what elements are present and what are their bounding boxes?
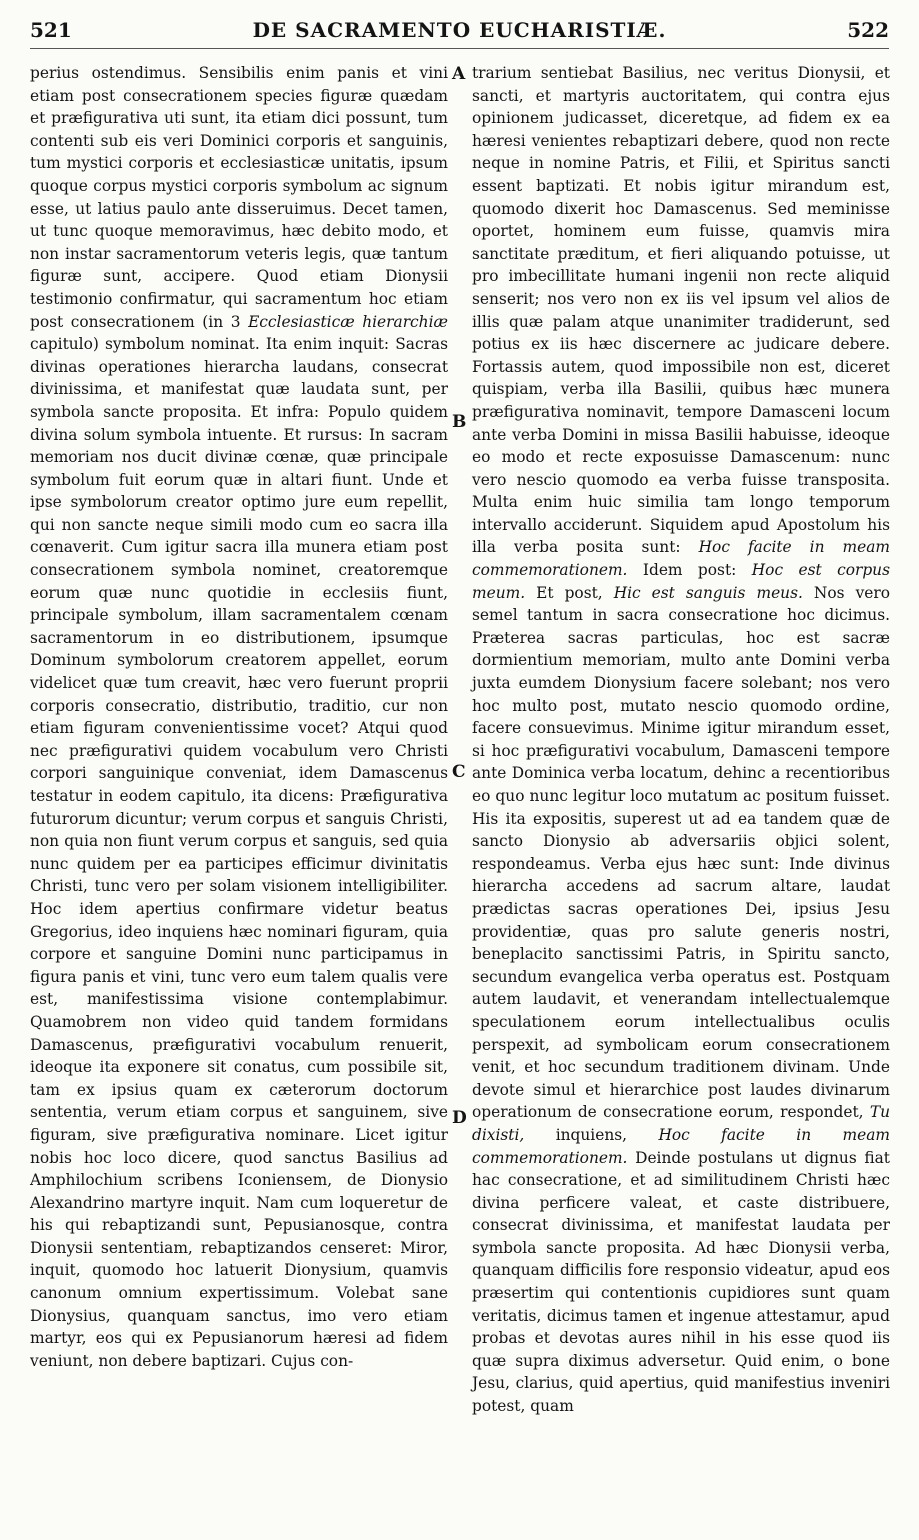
left-column-text <box>30 62 448 1372</box>
margin-marker-b: B <box>452 412 467 432</box>
right-text-italic-5: Hoc facite in meam commemorationem. <box>472 1125 890 1167</box>
right-text-italic-2: Hoc est corpus meum. <box>472 561 890 602</box>
running-title: DE SACRAMENTO EUCHARISTIÆ. <box>252 18 667 42</box>
running-header <box>30 12 889 49</box>
right-column <box>472 62 890 1418</box>
margin-marker-a: A <box>452 64 466 84</box>
margin-marker-d: D <box>452 1108 467 1128</box>
right-text-italic-1: Hoc facite in meam commemorationem. <box>472 538 891 580</box>
right-text-part-5: inquiens, <box>524 1125 659 1144</box>
left-text-italic: Ecclesiasticæ hierarchiæ <box>248 312 448 331</box>
right-text-italic-4: Tu dixisti, <box>472 1103 890 1144</box>
right-text-italic-3: Hic est sanguis meus. <box>613 583 803 602</box>
right-column-text <box>472 62 890 1418</box>
page-number-right: 522 <box>847 18 889 42</box>
right-text-part-6: Deinde postulans ut dignus fiat hac consecratione, et ad similitudinem Christi hæc divina perficere valeat, et caste distribuere, consecrat divinissima, et manifestat laudata per symbola sancte proposita. Ad hæc Dionysii verba, quanquam difficilis fore responsio videatur, apud eos præsertim qui contentionis cupidiores sunt quam veritatis, dicimus tamen et ingenue attestamur, apud probas et devotas aures nihil in his esse quod iis quæ supra diximus adversetur. Quid enim, o bone Jesu, clarius, quid apertius, quid manifestius inveniri potest, quam <box>472 1148 890 1416</box>
right-text-part-1: trarium sentiebat Basilius, nec veritus Dionysii, et sancti, et martyris auctoritatem, qui contra ejus opinionem judicasset, diceretque, ad fidem ex ea hæresi venientes rebaptizari debere, quod non recte neque in nomine Patris, et Filii, et Spiritus sancti essent baptizati. Et nobis igitur mirandum est, quomodo dixerit hoc Damascenus. Sed meminisse oportet, hominem eum fuisse, quamvis mira sanctitate præditum, et fieri aliquando potuisse, ut pro imbecillitate humani ingenii non recte aliquid senserit; nos vero non ex iis vel ipsum vel alios de illis quæ palam atque unanimiter tradiderunt, sed potius ex iis hæc discernere ac judicare debere. Fortassis autem, quod impossibile non est, diceret quispiam, verba illa Basilii, quibus hæc munera præfigurativa nominavit, tempore Damasceni locum ante verba Domini in missa Basilii habuisse, ideoque eo modo et recte exposuisse Damascenum: nunc vero nescio quomodo ea verba fuisse transposita. Multa enim huic similia tam longo temporum intervallo acciderunt. Siquidem apud Apostolum his illa verba posita sunt: <box>472 64 890 557</box>
left-text-part-1: perius ostendimus. Sensibilis enim panis et vini etiam post consecrationem species figuræ quædam et præfigurativa uti sunt, ita etiam dici possunt, tum contenti sub eis veri Dominici corporis et sanguinis, tum mystici corporis et ecclesiasticæ unitatis, ipsum quoque corpus mystici corporis symbolum ac signum esse, ut latius paulo ante disseruimus. Decet tamen, ut tunc quoque memoravimus, hæc debito modo, et non instar sacramentorum veteris legis, quæ tantum figuræ sunt, accipere. Quod etiam Dionysii testimonio confirmatur, qui sacramentum hoc etiam post consecrationem (in 3 <box>30 64 448 331</box>
right-text-part-2: Idem post: <box>627 561 752 580</box>
right-text-part-3: Et post, <box>525 583 614 602</box>
left-column <box>30 62 448 1372</box>
left-text-part-2: capitulo) symbolum nominat. Ita enim inquit: Sacras divinas operationes hierarcha laudans, consecrat divinissima, et manifestat quæ laudata sunt, per symbola sancte proposita. Et infra: Populo quidem divina solum symbola intuente. Et rursus: In sacram memoriam nos ducit divinæ cœnæ, quæ principale symbolum fuit eorum quæ in altari fiunt. Unde et ipse symbolorum creator optimo jure eum repellit, qui non sancte neque simili modo cum eo sacra illa cœnaverit. Cum igitur sacra illa munera etiam post consecrationem symbola nominet, creatoremque eorum quæ nunc quotidie in ecclesiis fiunt, principale symbolum, illam sacramentalem cœnam sacramentorum in eo distributionem, ipsumque Dominum symbolorum creatorem appellet, eorum videlicet quæ tum creavit, hæc vero fuerunt proprii corporis consecratio, distributio, traditio, cur non etiam figuram convenientissime vocet? Atqui quod nec præfigurativi quidem vocabulum vero Christi corpori sanguinique conveniat, idem Damascenus testatur in eodem capitulo, ita dicens: Præfigurativa futurorum dicuntur; verum corpus et sanguis Christi, non quia non fiunt verum corpus et sanguis, sed quia nunc quidem per ea participes efficimur divinitatis Christi, tunc vero per solam visionem intelligibiliter. Hoc idem apertius confirmare videtur beatus Gregorius, ideo inquiens hæc nominari figuram, quia corpore et sanguine Domini nunc participamus in figura panis et vini, tunc vero eum talem qualis vere est, manifestissima visione contemplabimur. Quamobrem non video quid tandem formidans Damascenus, præfigurativi vocabulum renuerit, ideoque ita exponere sit conatus, cum possibile sit, tam ex ipsius quam ex cæterorum doctorum sententia, verum etiam corpus et sanguinem, sive figuram, sive præfigurativa nominare. Licet igitur nobis hoc loco dicere, quod sanctus Basilius ad Amphilochium scribens Iconiensem, de Dionysio Alexandrino martyre inquit. Nam cum loqueretur de his qui rebaptizandi sunt, Pepusianosque, contra Dionysii sententiam, rebaptizandos censeret: Miror, inquit, quomodo hoc latuerit Dionysium, quamvis canonum omnium expertissimum. Volebat sane Dionysius, quanquam sanctus, imo vero etiam martyr, eos qui ex Pepusianorum hæresi ad fidem veniunt, non debere baptizari. Cujus con- <box>30 335 448 1370</box>
page-number-left: 521 <box>30 18 72 42</box>
margin-marker-c: C <box>452 762 466 782</box>
right-text-part-4: Nos vero semel tantum in sacra consecratione hoc dicimus. Præterea sacras particulas, hoc est sacræ dormientium memoriam, multo ante Domini verba juxta eumdem Dionysium facere solebant; nos vero hoc multo post, mutato nescio quomodo ordine, facere consuevimus. Minime igitur mirandum esset, si hoc præfigurativi vocabulum, Damasceni tempore ante Dominica verba locatum, dehinc a recentioribus eo quo nunc legitur loco mutatum ac positum fuisset. His ita expositis, superest ut ad ea tandem quæ de sancto Dionysio ab adversariis objici solent, respondeamus. Verba ejus hæc sunt: Inde divinus hierarcha accedens ad sacrum altare, laudat prædictas sacras operationes Dei, ipsius Jesu providentiæ, quas pro salute generis nostri, beneplacito sanctissimi Patris, in Spiritu sancto, secundum evangelica verba operatus est. Postquam autem laudavit, et venerandam intellectualemque speculationem eorum intellectualibus oculis perspexit, ad symbolicam eorum consecrationem venit, et hoc secundum traditionem divinam. Unde devote simul et hierarchice post laudes divinarum operationum de consecratione eorum, respondet, <box>472 583 890 1122</box>
